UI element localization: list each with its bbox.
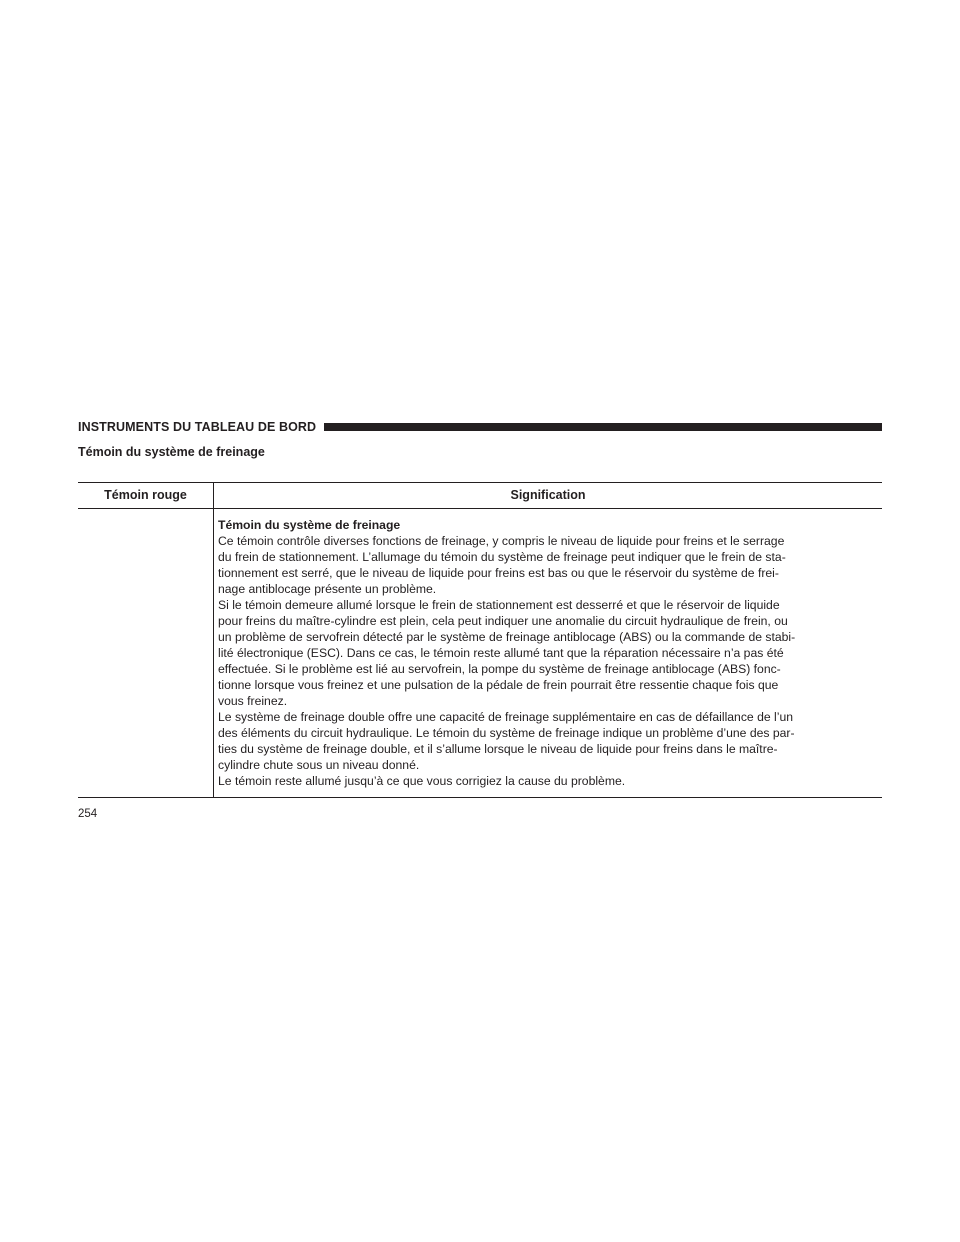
text-line: vous freinez. xyxy=(218,694,288,708)
text-line: ties du système de freinage double, et il s’allume lorsque le niveau de liquide pour freins dans le maître- xyxy=(218,742,778,756)
section-title: INSTRUMENTS DU TABLEAU DE BORD xyxy=(78,420,317,434)
text-line: du frein de stationnement. L’allumage du témoin du système de freinage peut indiquer que le frein de sta- xyxy=(218,550,786,564)
row-title: Témoin du système de freinage xyxy=(218,518,401,532)
text-line: Le témoin reste allumé jusqu’à ce que vous corrigiez la cause du problème. xyxy=(218,774,626,788)
column-header-signification: Signification xyxy=(510,488,586,502)
text-line: pour freins du maître-cylindre est plein, cela peut indiquer une anomalie du circuit hydraulique de frein, ou xyxy=(218,614,788,628)
text-line: tionnement est serré, que le niveau de liquide pour freins est bas ou que le réservoir du système de frei- xyxy=(218,566,779,580)
table-header-row xyxy=(78,483,882,509)
text-line: effectuée. Si le problème est lié au servofrein, la pompe du système de freinage antiblocage (ABS) fonc- xyxy=(218,662,781,676)
text-line: un problème de servofrein détecté par le système de freinage antiblocage (ABS) ou la commande de stabi- xyxy=(218,630,796,644)
text-line: lité électronique (ESC). Dans ce cas, le témoin reste allumé tant que la réparation nécessaire n’a pas été xyxy=(218,646,784,660)
meaning-cell xyxy=(214,509,882,797)
text-line: Ce témoin contrôle diverses fonctions de freinage, y compris le niveau de liquide pour freins et le serrage xyxy=(218,534,785,548)
page-heading: Témoin du système de freinage xyxy=(78,445,265,459)
column-header-temoin: Témoin rouge xyxy=(78,483,214,508)
text-line: Si le témoin demeure allumé lorsque le frein de stationnement est desserré et que le réservoir de liquide xyxy=(218,598,780,612)
section-rule xyxy=(324,423,882,431)
text-line: tionne lorsque vous freinez et une pulsation de la pédale de frein pourrait être ressentie chaque fois que xyxy=(218,678,779,692)
text-line: cylindre chute sous un niveau donné. xyxy=(218,758,420,772)
warning-light-cell xyxy=(78,509,214,797)
text-line: des éléments du circuit hydraulique. Le témoin du système de freinage indique un problème d’une des par- xyxy=(218,726,795,740)
section-header xyxy=(78,419,882,435)
table-row xyxy=(78,509,882,797)
page-number: 254 xyxy=(78,808,98,820)
text-line: nage antiblocage présente un problème. xyxy=(218,582,437,596)
warning-light-table xyxy=(78,482,882,798)
row-text xyxy=(218,533,874,789)
text-line: Le système de freinage double offre une capacité de freinage supplémentaire en cas de défaillance de l’un xyxy=(218,710,794,724)
